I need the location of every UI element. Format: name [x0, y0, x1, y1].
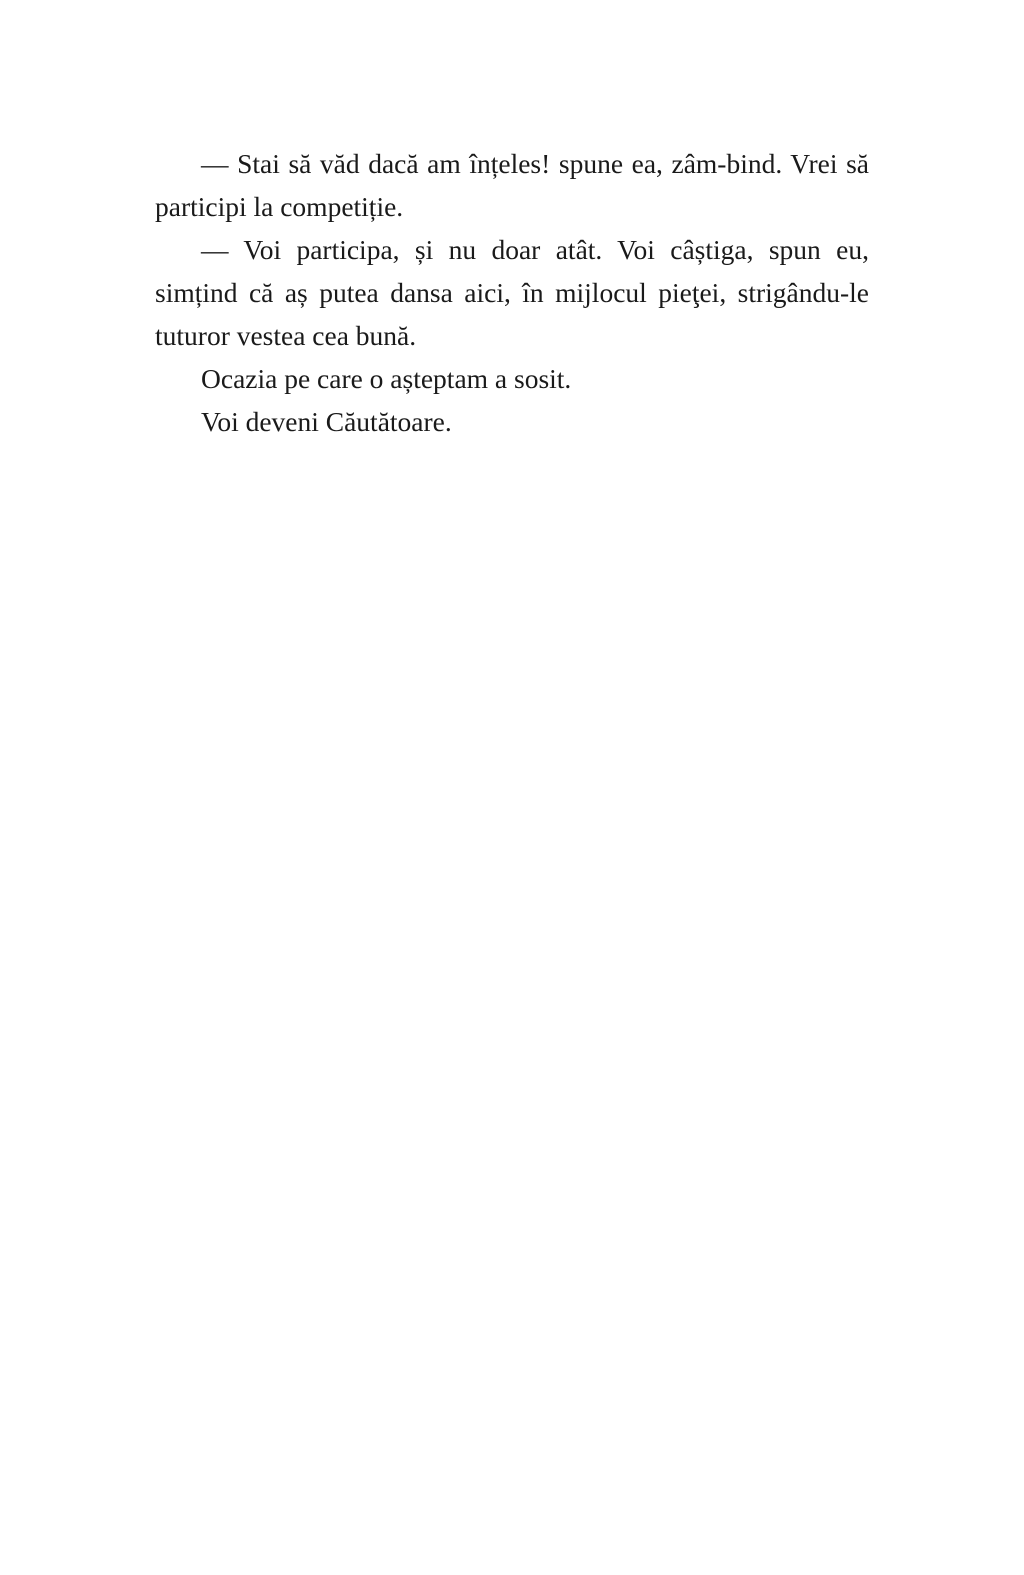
paragraph-2: — Voi participa, și nu doar atât. Voi câștiga, spun eu, simțind că aș putea dansa aici, în mijlocul pieţei, strigându-le tuturor vestea cea bună.: [155, 234, 869, 351]
page-text-block: [155, 142, 869, 443]
paragraph-3: Ocazia pe care o așteptam a sosit.: [201, 363, 572, 394]
paragraph-1: — Stai să văd dacă am înțeles! spune ea, zâm-bind. Vrei să participi la competiție.: [155, 148, 869, 222]
paragraph-4: Voi deveni Căutătoare.: [201, 406, 452, 437]
